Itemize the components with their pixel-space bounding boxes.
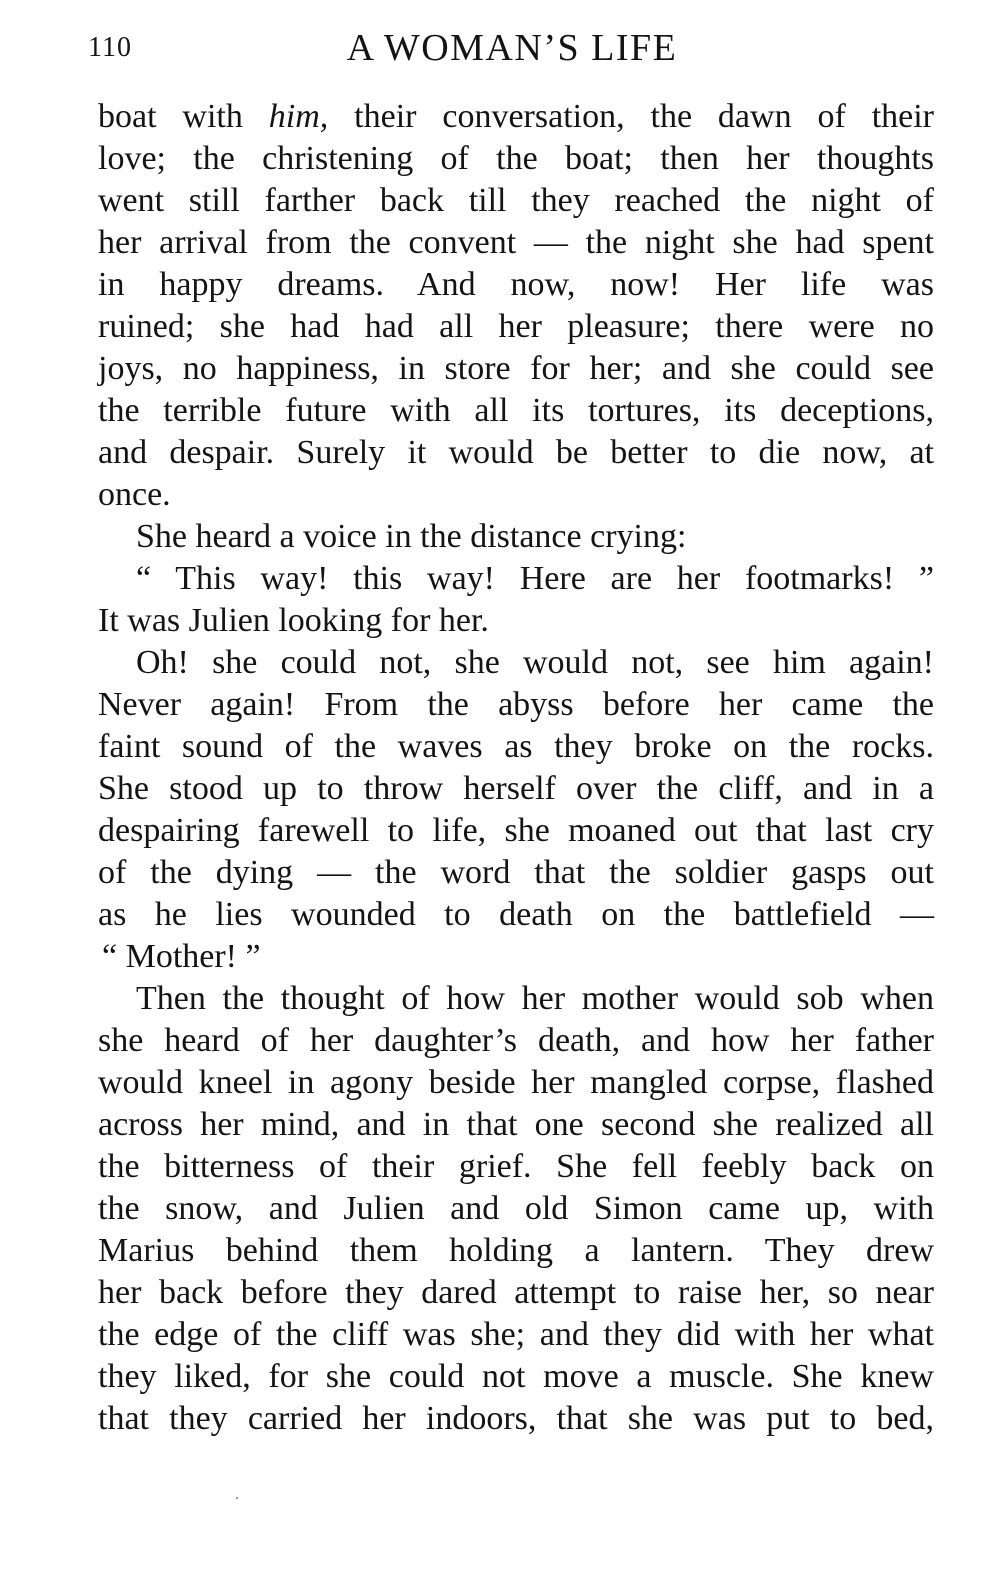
text-line: would kneel in agony beside her mangled corpse, flashed — [98, 1064, 934, 1101]
text-line: Oh! she could not, she would not, see him again! — [136, 644, 934, 681]
text-line: “ This way! this way! Here are her footmarks! ” — [136, 560, 934, 597]
text-line: they liked, for she could not move a muscle. She knew — [98, 1358, 934, 1395]
text-line: went still farther back till they reached the night of — [98, 182, 934, 219]
body-text — [98, 96, 934, 1440]
text-line: the terrible future with all its tortures, its deceptions, — [98, 392, 934, 429]
emphasis: him, — [268, 98, 329, 135]
running-head: A WOMAN’S LIFE — [346, 27, 678, 69]
text-line: boat with him, their conversation, the dawn of their — [98, 98, 934, 135]
text-line: in happy dreams. And now, now! Her life was — [98, 266, 934, 303]
text-line: “ Mother! ” — [102, 938, 261, 975]
text-line: Then the thought of how her mother would sob when — [136, 980, 934, 1017]
text-line: the bitterness of their grief. She fell feebly back on — [98, 1148, 934, 1185]
text-line: joys, no happiness, in store for her; and she could see — [98, 350, 934, 387]
text-line: as he lies wounded to death on the battlefield — — [98, 896, 934, 933]
text-line: of the dying — the word that the soldier gasps out — [98, 854, 934, 891]
text-line: and despair. Surely it would be better to die now, at — [98, 434, 934, 471]
text-line: her arrival from the convent — the night she had spent — [98, 224, 934, 261]
text-line: that they carried her indoors, that she was put to bed, — [98, 1400, 934, 1437]
text-line: Never again! From the abyss before her came the — [98, 686, 934, 723]
text-line: Marius behind them holding a lantern. They drew — [98, 1232, 934, 1269]
paragraph — [98, 96, 934, 516]
paragraph — [98, 516, 934, 558]
paragraph — [98, 642, 934, 978]
page-number: 110 — [88, 32, 132, 63]
page-header — [88, 24, 936, 74]
text-line: She stood up to throw herself over the cliff, and in a — [98, 770, 934, 807]
text-line: she heard of her daughter’s death, and how her father — [98, 1022, 934, 1059]
text-line: the snow, and Julien and old Simon came up, with — [98, 1190, 934, 1227]
text-line: She heard a voice in the distance crying: — [136, 518, 687, 555]
text-line: across her mind, and in that one second she realized all — [98, 1106, 934, 1143]
paper-speck — [236, 1497, 238, 1499]
text-line: love; the christening of the boat; then her thoughts — [98, 140, 934, 177]
text-line: once. — [98, 476, 171, 513]
text-line: faint sound of the waves as they broke on the rocks. — [98, 728, 934, 765]
text-line: despairing farewell to life, she moaned out that last cry — [98, 812, 934, 849]
text-line: ruined; she had had all her pleasure; there were no — [98, 308, 934, 345]
text-line: her back before they dared attempt to raise her, so near — [98, 1274, 934, 1311]
text-line: It was Julien looking for her. — [98, 602, 489, 639]
paragraph — [98, 558, 934, 642]
text-line: the edge of the cliff was she; and they did with her what — [98, 1316, 934, 1353]
paragraph — [98, 978, 934, 1440]
